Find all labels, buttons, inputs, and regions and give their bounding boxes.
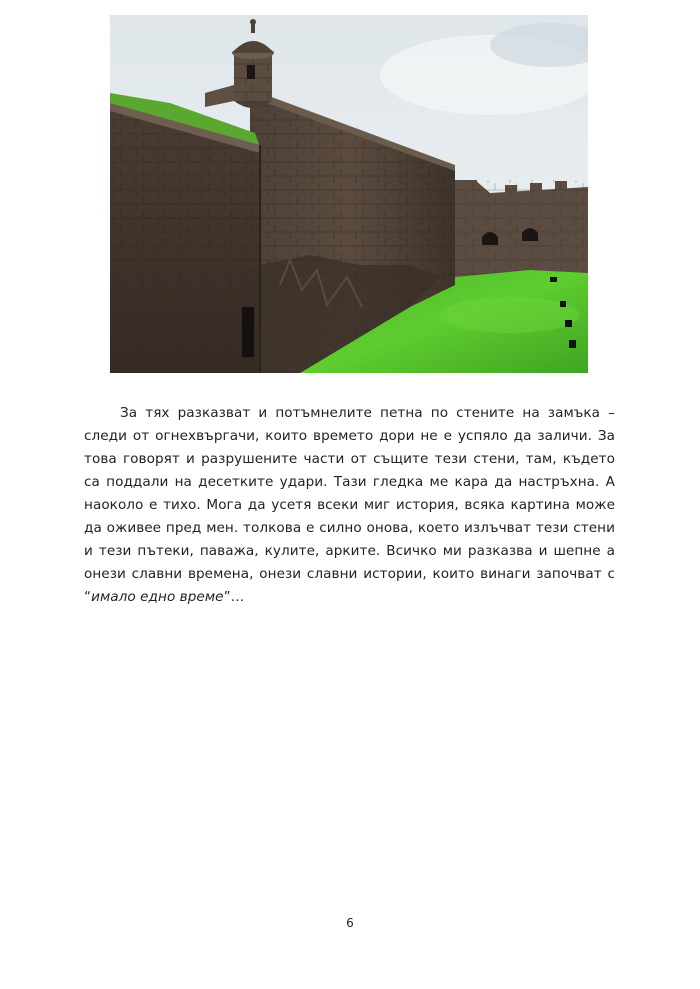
main-paragraph [84,402,615,609]
paragraph-text: За тях разказват и потъмнелите петна по стените на замъка – следи от огнехвъргачи, които времето дори не е успяло да заличи. За това говорят и разрушените части от същите тези стени, там, където са поддали на десетките удари. Тази гледка ме кара да настръхна. А наоколо е тихо. Мога да усетя всеки миг история, всяка картина може да оживее пред мен. толкова е силно онова, което излъчват тези стени и тези пътеки, паважа, кулите, арките. Всичко ми разказва и шепне а онези славни времена, онези славни истории, които винаги започват с “ [84,405,615,605]
paragraph-quote: имало едно време [91,589,224,605]
page-number: 6 [346,916,354,930]
paragraph-ending: ”… [223,589,245,605]
castle-fortress-photo [110,15,588,373]
